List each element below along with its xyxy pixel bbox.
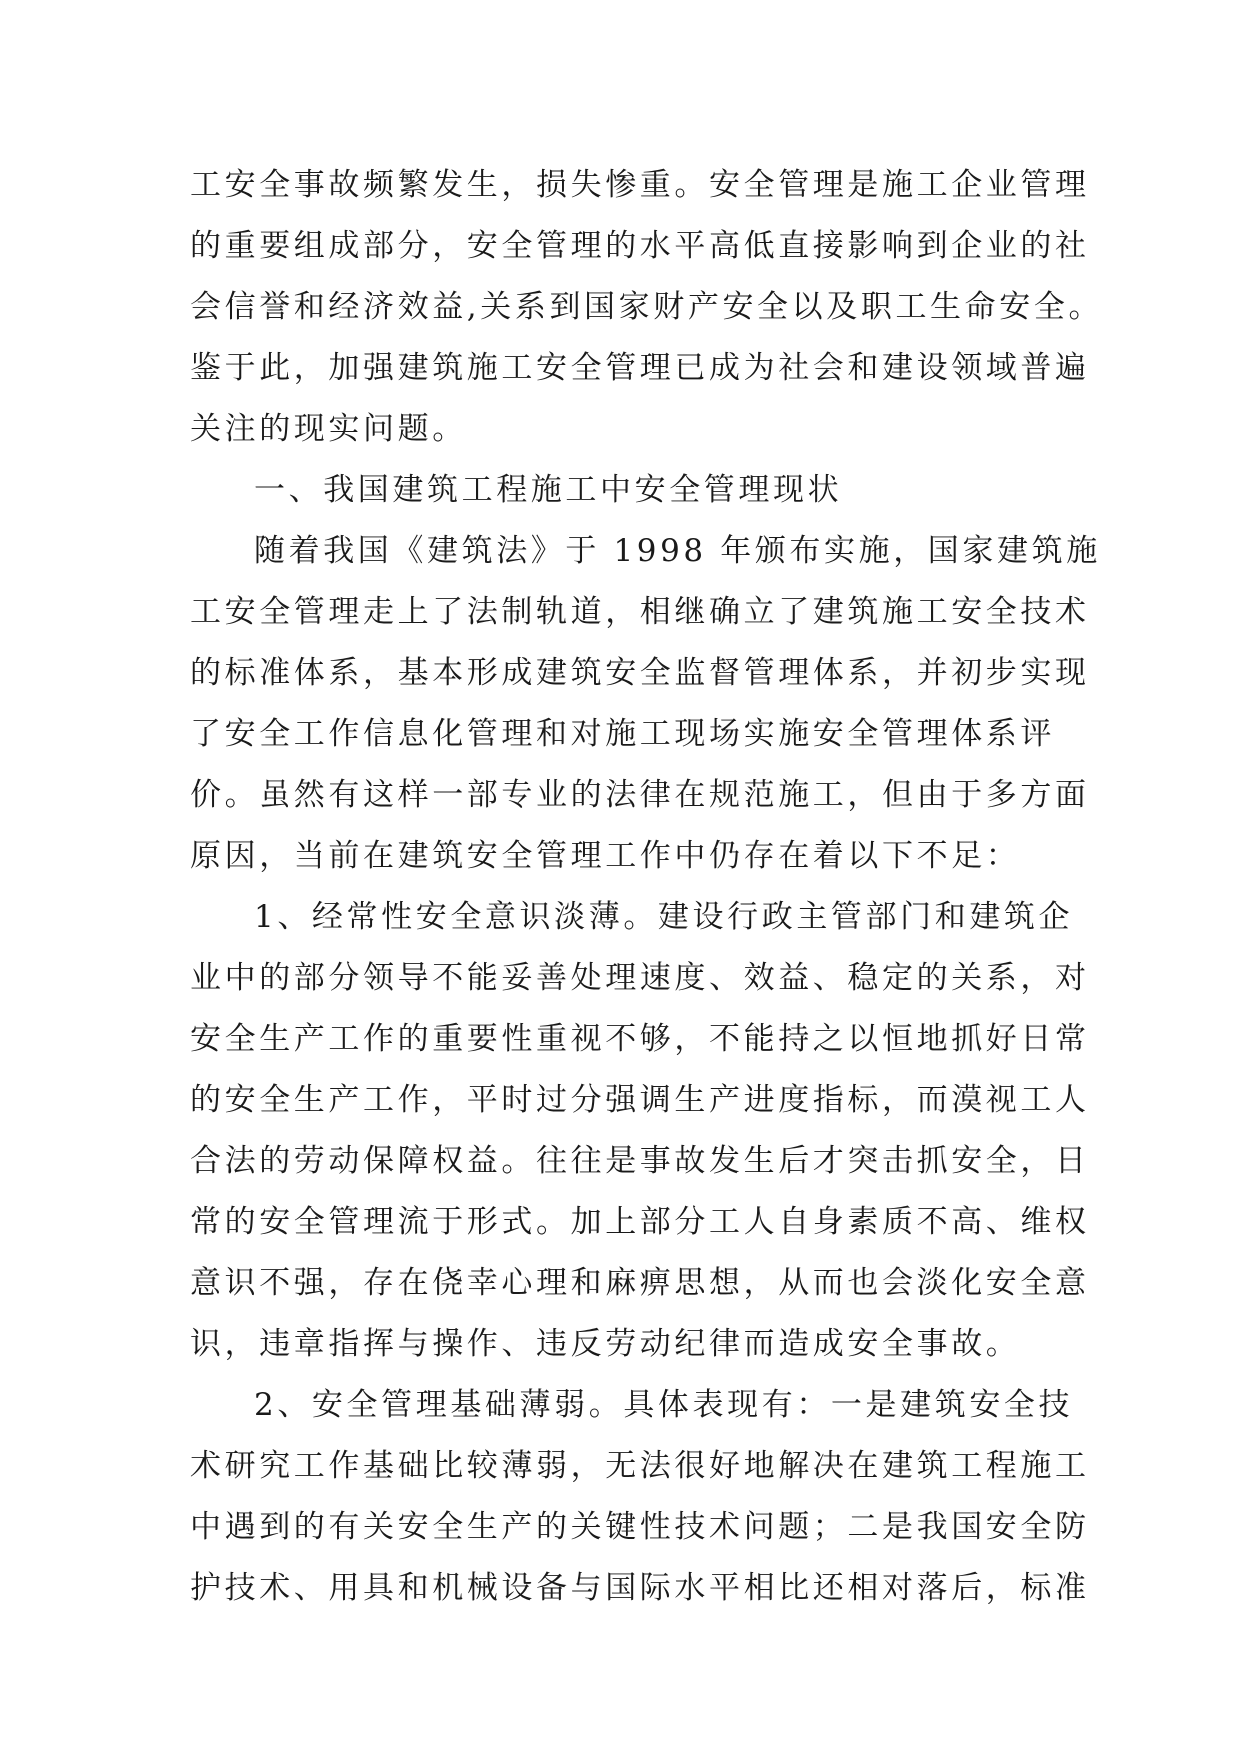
text-line: 工安全管理走上了法制轨道，相继确立了建筑施工安全技术: [190, 594, 1090, 630]
text-line: 原因，当前在建筑安全管理工作中仍存在着以下不足：: [190, 838, 1021, 874]
text-line: 鉴于此，加强建筑施工安全管理已成为社会和建设领域普遍: [190, 350, 1090, 386]
text-line: 的安全生产工作，平时过分强调生产进度指标，而漠视工人: [190, 1082, 1090, 1118]
text-line: 的标准体系，基本形成建筑安全监督管理体系，并初步实现: [190, 655, 1090, 691]
text-line: 会信誉和经济效益,关系到国家财产安全以及职工生命安全。: [190, 289, 1104, 325]
text-line: 工安全事故频繁发生，损失惨重。安全管理是施工企业管理: [190, 167, 1090, 203]
text-line: 意识不强，存在侥幸心理和麻痹思想，从而也会淡化安全意: [190, 1265, 1090, 1301]
text-line: 一、我国建筑工程施工中安全管理现状: [254, 472, 843, 508]
text-line: 随着我国《建筑法》于 1998 年颁布实施，国家建筑施: [254, 533, 1101, 569]
text-line: 业中的部分领导不能妥善处理速度、效益、稳定的关系，对: [190, 960, 1090, 996]
text-line: 术研究工作基础比较薄弱，无法很好地解决在建筑工程施工: [190, 1448, 1090, 1484]
body-text: [190, 155, 1104, 1619]
text-line: 护技术、用具和机械设备与国际水平相比还相对落后，标准: [190, 1570, 1090, 1606]
text-line: 1、经常性安全意识淡薄。建设行政主管部门和建筑企: [254, 899, 1074, 935]
text-line: 价。虽然有这样一部专业的法律在规范施工，但由于多方面: [190, 777, 1090, 813]
text-line: 合法的劳动保障权益。往往是事故发生后才突击抓安全，日: [190, 1143, 1090, 1179]
text-line: 关注的现实问题。: [190, 411, 467, 447]
text-line: 常的安全管理流于形式。加上部分工人自身素质不高、维权: [190, 1204, 1090, 1240]
text-line: 了安全工作信息化管理和对施工现场实施安全管理体系评: [190, 716, 1055, 752]
text-line: 的重要组成部分，安全管理的水平高低直接影响到企业的社: [190, 228, 1090, 264]
text-line: 2、安全管理基础薄弱。具体表现有：一是建筑安全技: [254, 1387, 1074, 1423]
text-line: 中遇到的有关安全生产的关键性技术问题；二是我国安全防: [190, 1509, 1090, 1545]
text-line: 识，违章指挥与操作、违反劳动纪律而造成安全事故。: [190, 1326, 1021, 1362]
text-line: 安全生产工作的重要性重视不够，不能持之以恒地抓好日常: [190, 1021, 1090, 1057]
